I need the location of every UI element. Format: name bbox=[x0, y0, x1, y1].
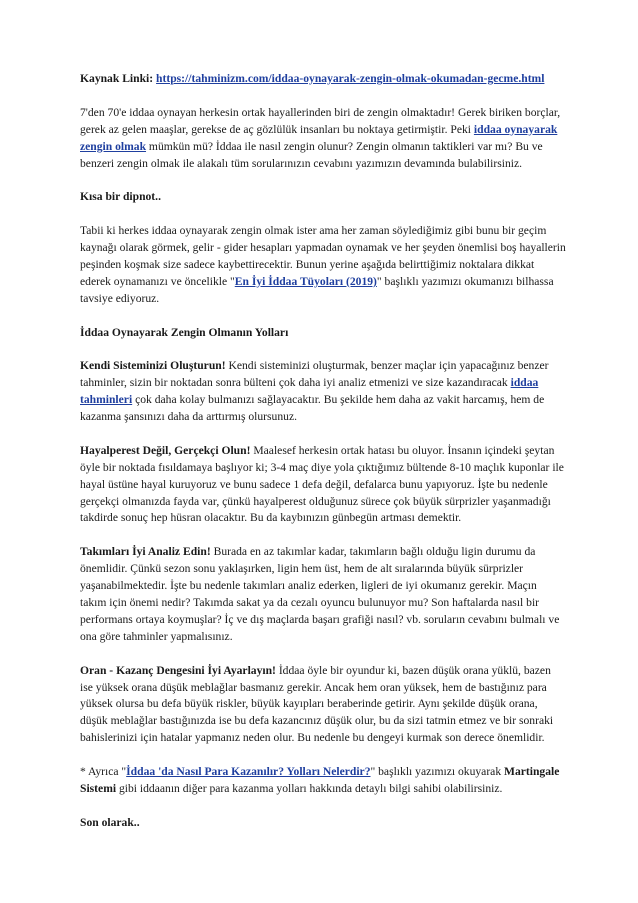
section-text-3: Burada en az takımlar kadar, takımların bağlı olduğu ligin durumu da önemlidir. Çünkü sezon sonu yaklaşırken, ligin hem üst, hem de alt sıralarında büyük sürprizler yaşanabilmektedir. İşte bu nedenle takımları analiz ederken, ligleri de iyi okumanız gerekir. Maçın takım için önemi nedir? Takımda sakat ya da cezalı oyuncu bulunuyor mu? Son haftalarda nasıl bir performans ortaya koymuşlar? İç ve dış maçlarda başarı grafiği nasıl? vb. soruların cevabını bulmalı ve ona göre tahminler yapmalısınız. bbox=[80, 545, 560, 643]
also-text-3: gibi iddaanın diğer para kazanma yolları hakkında detaylı bilgi sahibi olabilirsiniz. bbox=[116, 781, 503, 795]
intro-text-1: 7'den 70'e iddaa oynayan herkesin ortak hayallerinden biri de zengin olmaktadır! Gerek biriken borçlar, gerek az gelen maaşlar, gerekse de aç gözlülük insanları bu noktaya getirmiştir. Peki bbox=[80, 105, 561, 136]
section-paragraph-3 bbox=[80, 544, 566, 645]
section-text-2: Maalesef herkesin ortak hatası bu oluyor. İnsanın içindeki şeytan öyle bir noktada fısıldamaya başlıyor ki; 3-4 maç diye yola çıktığımız bültende 8-10 maçlık kuponlar ile hayal üstüne hayal kuruyoruz ve bunu sadece 1 defa değil, defalarca bunu yapıyoruz. İşte bu nedenle gerçekçi olmanızda fayda var, çünkü hayalperest olduğunuz sürece çok büyük sürprizler yaşanmadığı takdirde sonuç hep hüsran olacaktır. Bu da kaybınızın günbegün artması demektir. bbox=[80, 443, 564, 525]
also-text-2: " başlıklı yazımızı okuyarak bbox=[370, 765, 505, 779]
footnote-paragraph bbox=[80, 223, 566, 308]
section-paragraph-4 bbox=[80, 663, 566, 748]
section-text-1a: Kendi sisteminizi oluşturmak, benzer maçlar için yapacağınız benzer tahminler, sizin bir noktadan sonra bülteni çok daha iyi analiz etmenizi ve size kazandıracak bbox=[80, 359, 549, 390]
footnote-text-1: Tabii ki herkes iddaa oynayarak zengin olmak ister ama her zaman söylediğimiz gibi bunu bir geçim kaynağı olarak görmek, gelir - gider hesapları yapmadan oynamak ve her şeyden önemlisi boş hayallerin peşinden koşmak size sadece kaybettirecektir. Bunun yerine aşağıda belirttiğimiz noktalara dikkat ederek oynamanızı ve öncelikle " bbox=[80, 224, 566, 288]
intro-text-2: mümkün mü? İddaa ile nasıl zengin olunur? Zengin olmanın taktikleri var mı? Bu ve benzeri zengin olmak ile alakalı tüm sorularınızın cevabını yazımızın devamında bulabilirsiniz. bbox=[80, 139, 543, 170]
footnote-text-2: " başlıklı yazımızı okumanızı bilhassa tavsiye ediyoruz. bbox=[80, 274, 554, 305]
source-line bbox=[80, 71, 566, 88]
section-text-1b: çok daha kolay bulmanızı sağlayacaktır. Bu şekilde hem daha az vakit harcamış, hem de kazanma şansınızı daha da arttırmış olursunuz. bbox=[80, 393, 545, 424]
intro-paragraph bbox=[80, 105, 566, 173]
closing-line: Son olarak.. bbox=[80, 815, 140, 829]
section-title-1: Kendi Sisteminizi Oluşturun! bbox=[80, 359, 226, 373]
section-link-1[interactable]: iddaa tahminleri bbox=[80, 376, 539, 407]
intro-link[interactable]: iddaa oynayarak zengin olmak bbox=[80, 122, 558, 153]
footnote-title: Kısa bir dipnot.. bbox=[80, 190, 161, 204]
section-paragraph-2 bbox=[80, 443, 566, 528]
section-title-3: Takımları İyi Analiz Edin! bbox=[80, 545, 211, 559]
section-paragraph-1 bbox=[80, 358, 566, 426]
section-title-4: Oran - Kazanç Dengesini İyi Ayarlayın! bbox=[80, 663, 276, 677]
source-link[interactable]: https://tahminizm.com/iddaa-oynayarak-zengin-olmak-okumadan-gecme.html bbox=[156, 72, 545, 85]
also-bold: Martingale Sistemi bbox=[80, 765, 560, 795]
footnote-link[interactable]: En İyi İddaa Tüyoları (2019) bbox=[234, 274, 377, 288]
also-link[interactable]: İddaa 'da Nasıl Para Kazanılır? Yolları Nelerdir? bbox=[126, 765, 371, 779]
also-text-1: * Ayrıca " bbox=[80, 765, 127, 779]
also-paragraph bbox=[80, 764, 566, 798]
section-title-2: Hayalperest Değil, Gerçekçi Olun! bbox=[80, 443, 251, 457]
section-text-4: İddaa öyle bir oyundur ki, bazen düşük orana yüklü, bazen ise yüksek orana düşük meblağlar basmanız gerekir. Ancak hem oran yüksek, hem de bastığınız para yüksek olursa bu defa büyük riskler, büyük kayıpları beraberinde getirir. Aynı şekilde düşük orana, düşük meblağlar bastığınızda ise bu defa kazancınız düşük olur, bu da sizi tatmin etmez ve bir sonraki bahislerinizi için hatalar yapmanız neden olur. Bu nedenle bu dengeyi kurmak son derece önemlidir. bbox=[80, 663, 554, 745]
document-page bbox=[80, 71, 566, 849]
source-label: Kaynak Linki: bbox=[80, 72, 154, 85]
section-heading: İddaa Oynayarak Zengin Olmanın Yolları bbox=[80, 325, 289, 339]
